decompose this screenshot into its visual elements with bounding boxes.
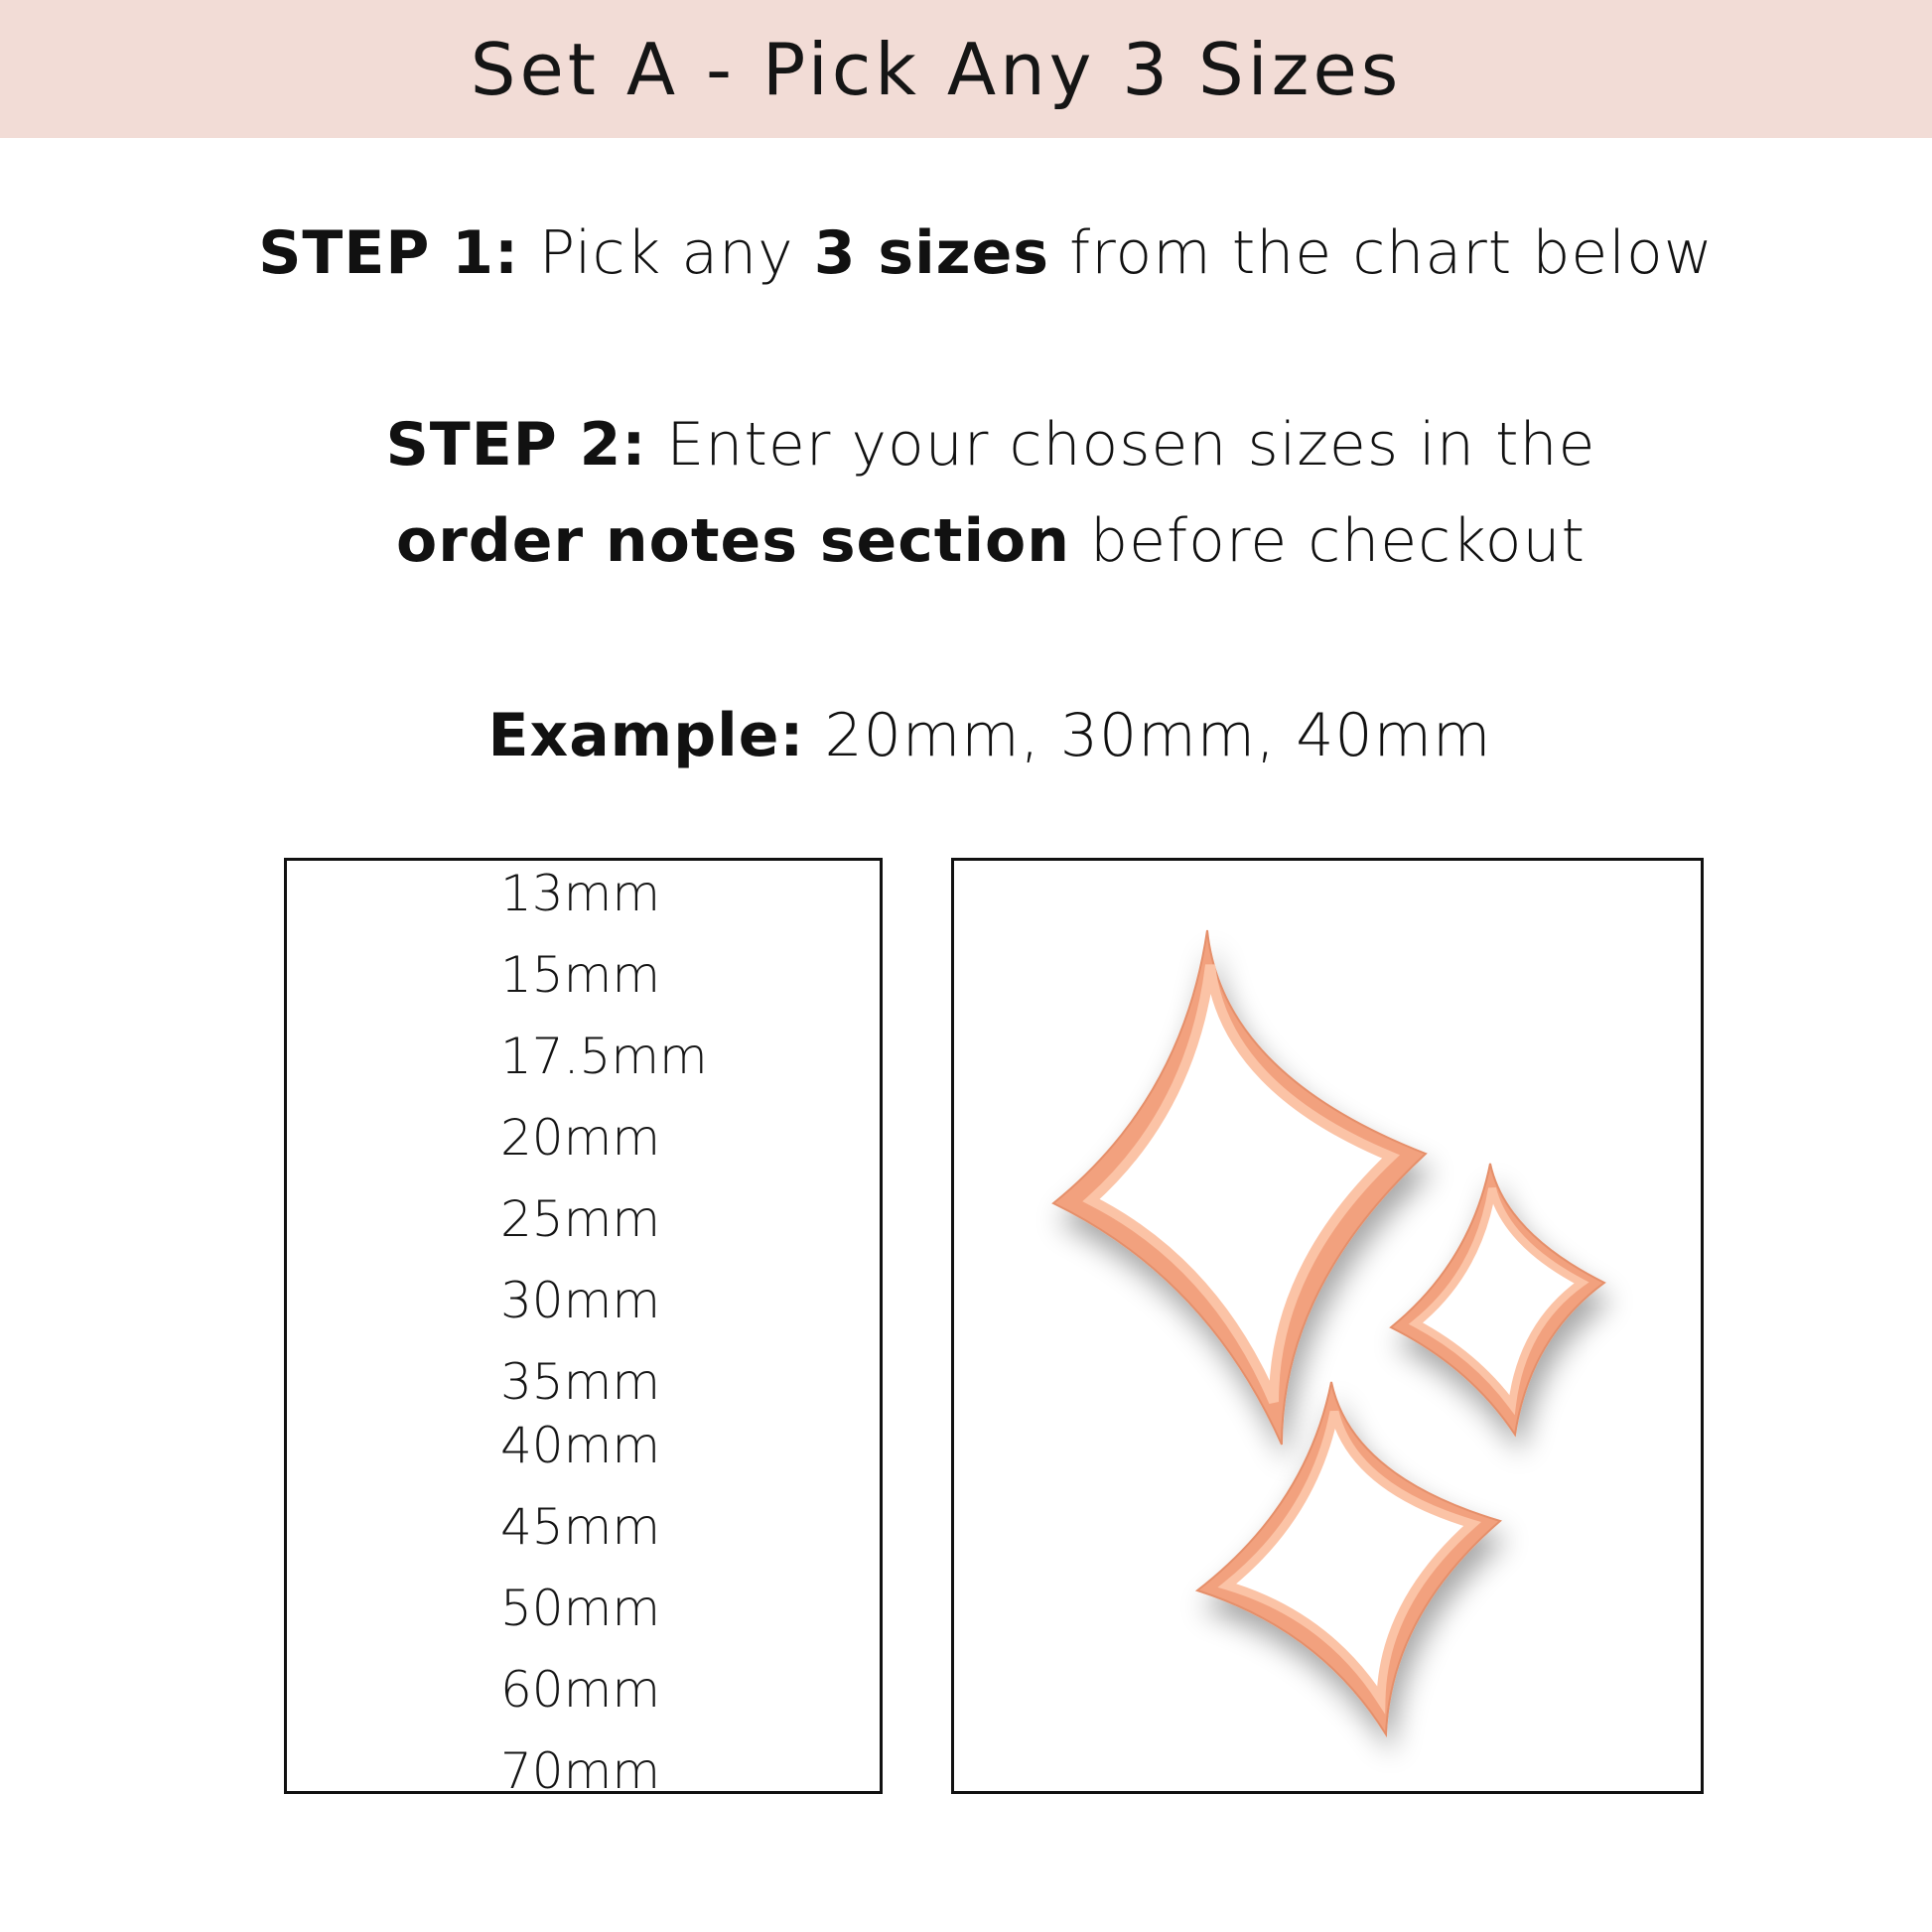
- medium-cutter-opening: [1227, 1412, 1472, 1700]
- step-2-text-b: before checkout: [1069, 506, 1587, 576]
- size-item: 30mm: [500, 1272, 661, 1329]
- step-1-text-b: from the chart below: [1048, 218, 1714, 288]
- step-2-instruction: [25, 410, 1932, 480]
- size-item: 70mm: [500, 1742, 661, 1800]
- step-2-emphasis: order notes section: [395, 506, 1070, 576]
- size-item: 40mm: [500, 1417, 661, 1474]
- step-2-text-a: Enter your chosen sizes in the: [646, 410, 1596, 480]
- example-line: [24, 701, 1932, 770]
- example-value: 20mm, 30mm, 40mm: [804, 701, 1492, 770]
- size-item: 50mm: [500, 1580, 661, 1637]
- size-item: 15mm: [500, 946, 661, 1004]
- step-1-text-a: Pick any: [518, 218, 814, 288]
- step-2-instruction-continued: [25, 506, 1932, 576]
- size-item: 45mm: [500, 1498, 661, 1556]
- step-1-emphasis: 3 sizes: [813, 218, 1049, 288]
- size-chart: [284, 858, 883, 1800]
- size-item: 13mm: [500, 865, 661, 922]
- size-item: 25mm: [500, 1190, 661, 1248]
- large-cutter: [1053, 930, 1426, 1445]
- small-cutter-opening: [1416, 1188, 1582, 1405]
- size-item: 17.5mm: [500, 1028, 708, 1085]
- step-2-label: STEP 2:: [385, 410, 647, 480]
- product-photo: [954, 861, 1701, 1791]
- step-1-instruction: [20, 218, 1932, 288]
- page-title: Set A - Pick Any 3 Sizes: [470, 27, 1403, 111]
- example-label: Example:: [487, 701, 805, 770]
- step-1-label: STEP 1:: [258, 218, 519, 288]
- size-item: 20mm: [500, 1109, 661, 1167]
- medium-cutter: [1197, 1382, 1500, 1734]
- size-item: 60mm: [500, 1661, 661, 1719]
- title-banner: [0, 0, 1932, 138]
- product-image-frame: [951, 858, 1704, 1794]
- size-item: 35mm: [500, 1353, 661, 1411]
- small-cutter: [1391, 1164, 1604, 1435]
